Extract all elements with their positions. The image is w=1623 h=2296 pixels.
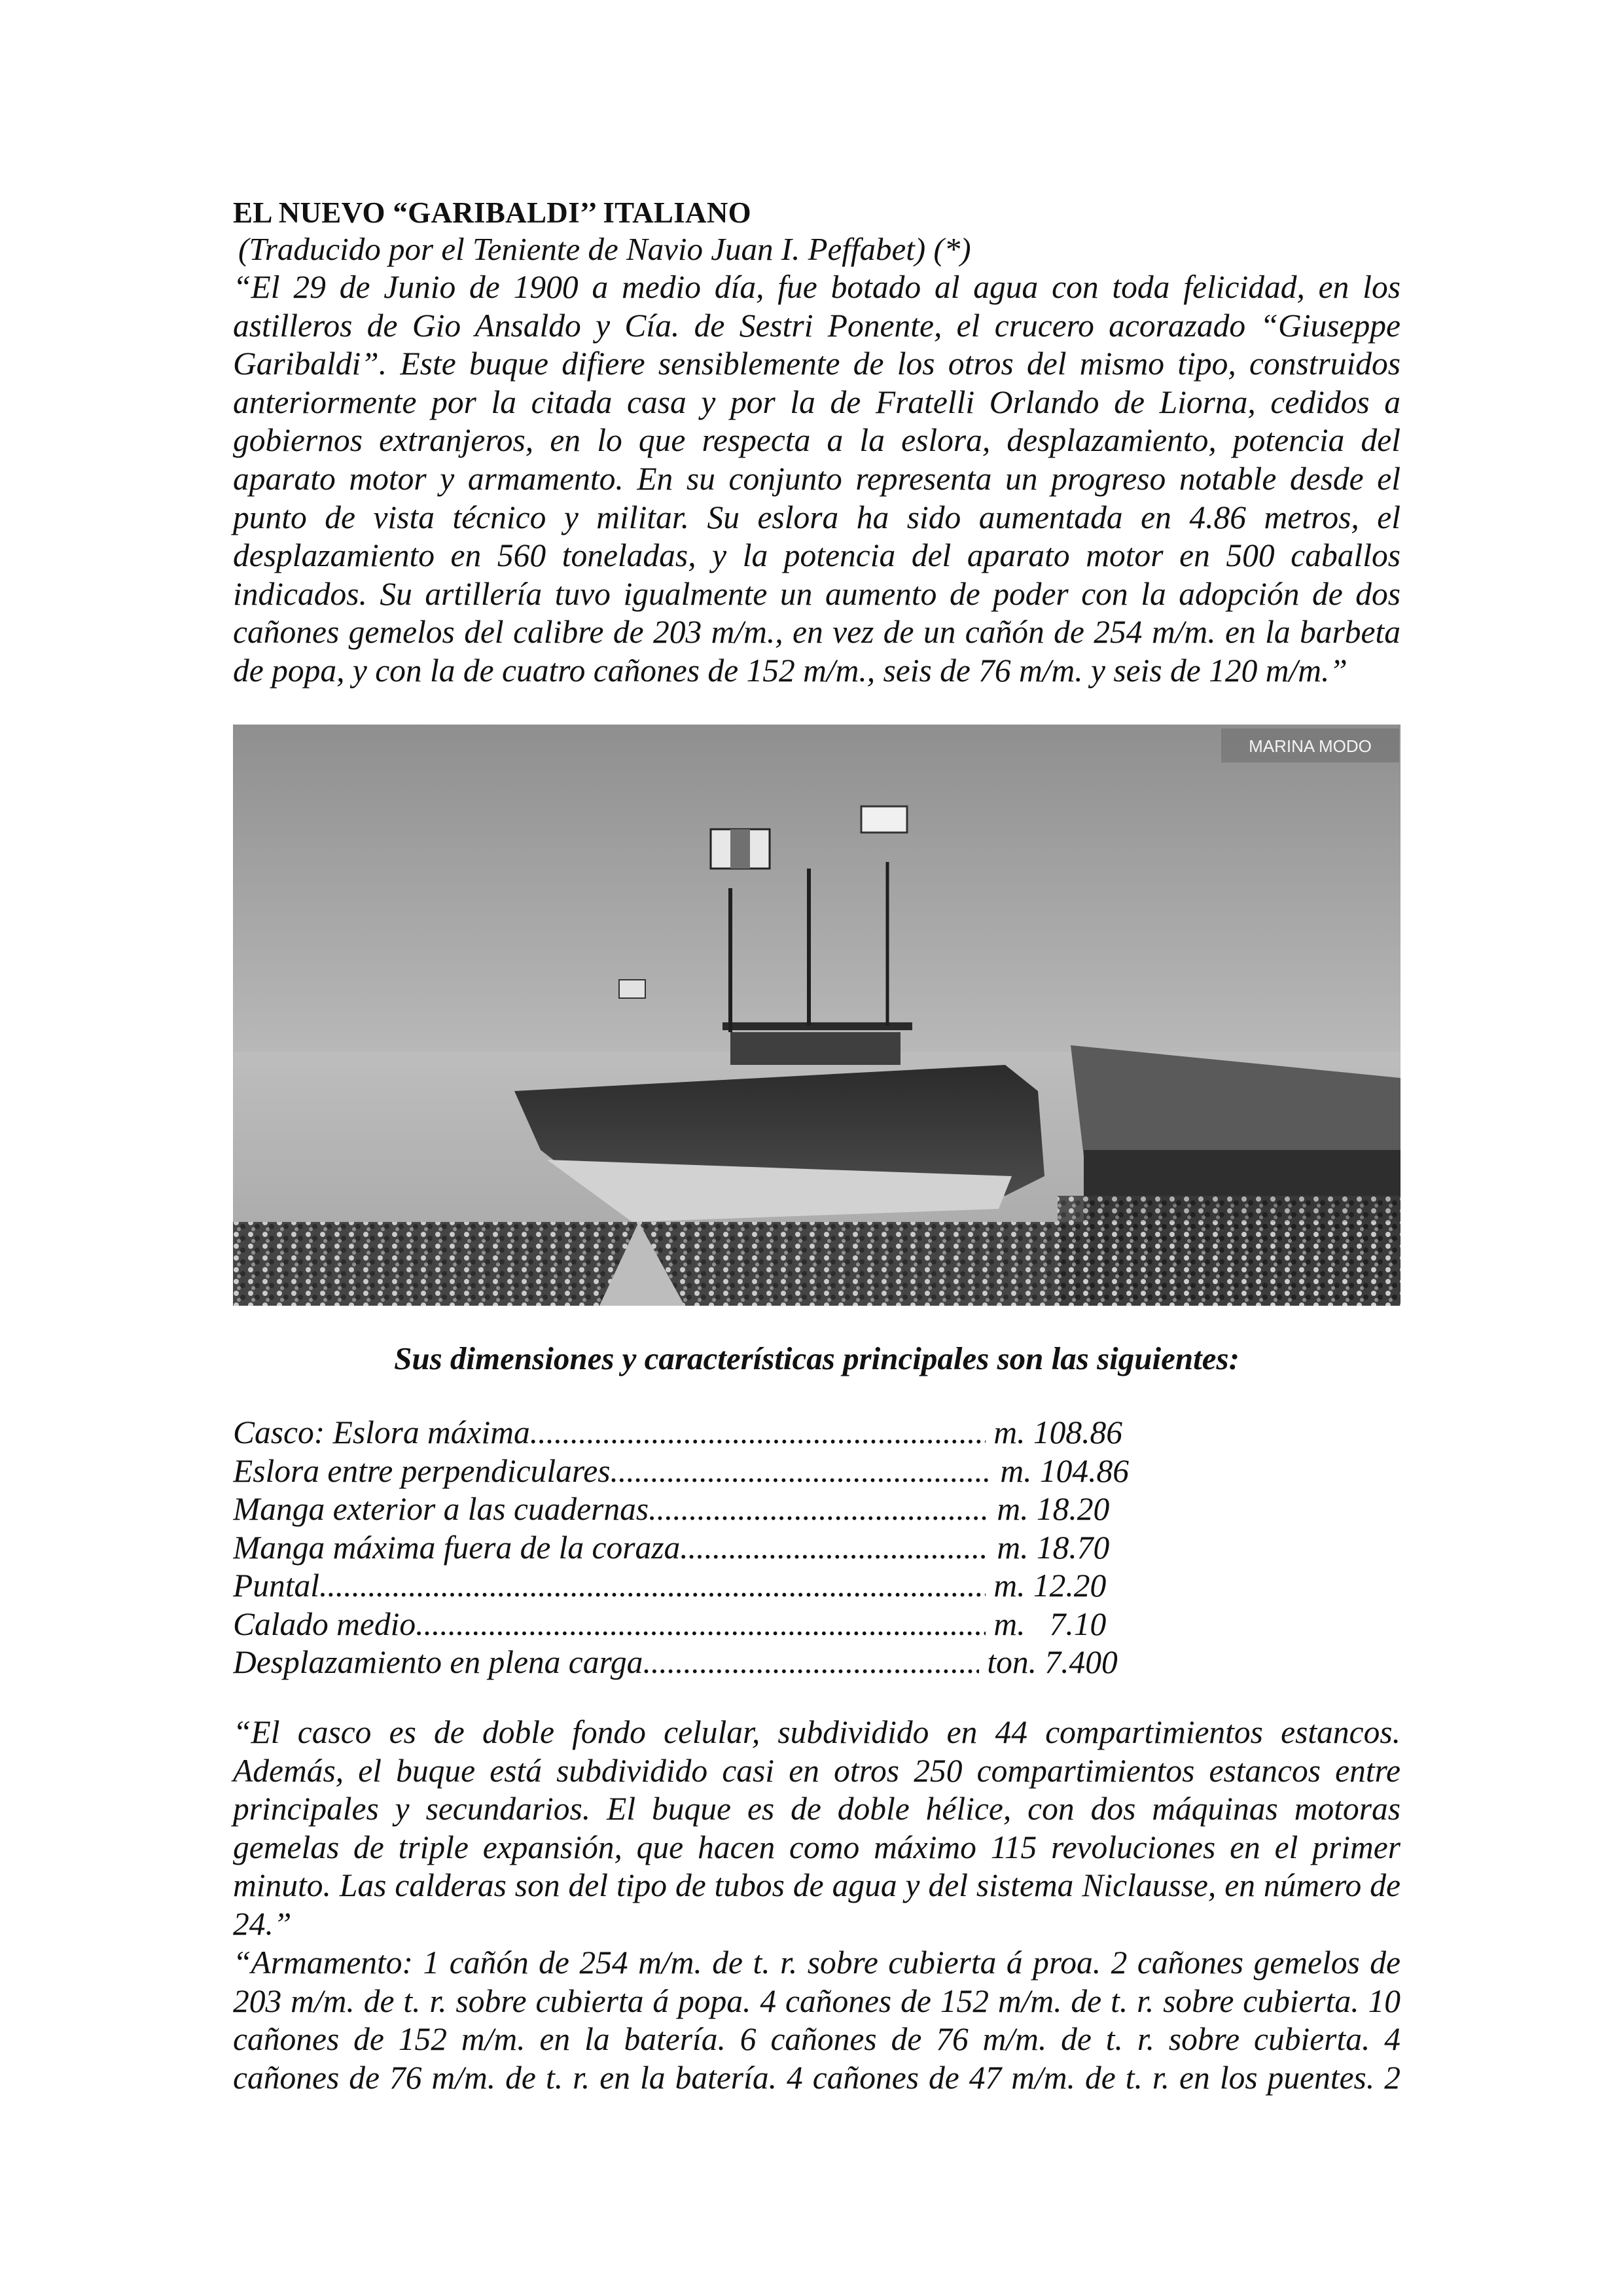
spec-value: ton. 7.400 bbox=[979, 1644, 1118, 1680]
spec-row bbox=[233, 1567, 1400, 1605]
spec-value: m. 104.86 bbox=[992, 1452, 1129, 1489]
spec-row bbox=[233, 1529, 1400, 1568]
spec-value: m. 18.20 bbox=[989, 1491, 1110, 1527]
intro-paragraph: “El 29 de Junio de 1900 a medio día, fue botado al agua con toda felicidad, en los astilleros de Gio Ansaldo y Cía. de Sestri Ponente, el crucero acorazado “Giuseppe Garibaldi”. Este buque difiere sensiblemente de los otros del mismo tipo, construidos anteriormente por la citada casa y por la de Fratelli Orlando de Liorna, cedidos a gobiernos extranjeros, en lo que respecta a la eslora, desplazamiento, potencia del aparato motor y armamento. En su conjunto representa un progreso notable desde el punto de vista técnico y militar. Su eslora ha sido aumentada en 4.86 metros, el desplazamiento en 560 toneladas, y la potencia del aparato motor en 500 caballos indicados. Su artillería tuvo igualmente un aumento de poder con la adopción de dos cañones gemelos del calibre de 203 m/m., en vez de un cañón de 254 m/m. en la barbeta de popa, y con la de cuatro cañones de 152 m/m., seis de 76 m/m. y seis de 120 m/m.” bbox=[233, 269, 1400, 689]
spec-label: Manga exterior a las cuadernas ..... bbox=[233, 1490, 989, 1529]
spec-label: Casco: Eslora máxima ..... bbox=[233, 1414, 986, 1452]
spec-label: Eslora entre perpendiculares ..... bbox=[233, 1452, 992, 1491]
italian-flag-band bbox=[730, 829, 750, 869]
spec-row bbox=[233, 1452, 1400, 1491]
ship-launch-photo bbox=[233, 725, 1400, 1306]
armament-paragraph: “Armamento: 1 cañón de 254 m/m. de t. r. sobre cubierta á proa. 2 cañones gemelos de 203 m/m. de t. r. sobre cubierta á popa. 4 cañones de 152 m/m. de t. r. sobre cubierta. 10 cañones de 152 m/m. en la batería. 6 cañones de 76 m/m. de t. r. sobre cubierta. 4 cañones de 76 m/m. de t. r. en la batería. 4 cañones de 47 m/m. de t. r. en los puentes. 2 bbox=[233, 1945, 1400, 2096]
spec-label: Desplazamiento en plena carga ..... bbox=[233, 1643, 979, 1682]
spec-row bbox=[233, 1414, 1400, 1452]
bridge-deck bbox=[722, 1022, 912, 1030]
small-flag bbox=[619, 980, 645, 998]
spec-row bbox=[233, 1643, 1400, 1682]
spec-row bbox=[233, 1490, 1400, 1529]
article-title: EL NUEVO “GARIBALDI’’ ITALIANO bbox=[233, 196, 751, 229]
deck-structure bbox=[730, 1032, 901, 1065]
spec-label: Manga máxima fuera de la coraza ..... bbox=[233, 1529, 989, 1568]
specs-list bbox=[233, 1414, 1400, 1682]
pennant-flag bbox=[861, 806, 907, 833]
spec-value: m. 18.70 bbox=[989, 1529, 1110, 1566]
spec-label: Puntal ..... bbox=[233, 1567, 986, 1605]
specs-caption: Sus dimensiones y características principales son las siguientes: bbox=[394, 1340, 1240, 1376]
crowd-right bbox=[1058, 1196, 1400, 1306]
watermark-text: MARINA MODO bbox=[1249, 736, 1372, 756]
spec-value: m. 108.86 bbox=[986, 1414, 1122, 1450]
spec-value: m. 12.20 bbox=[986, 1568, 1107, 1604]
spec-value: m. 7.10 bbox=[986, 1605, 1107, 1642]
translator-note: (Traducido por el Teniente de Navio Juan I. Peffabet) (*) bbox=[238, 231, 971, 267]
hull-paragraph: “El casco es de doble fondo celular, subdividido en 44 compartimientos estancos. Además, el buque está subdividido casi en otros 250 compartimientos estancos entre principales y secundarios. El buque es de doble hélice, con dos máquinas motoras gemelas de triple expansión, que hacen como máximo 115 revoluciones en el primer minuto. Las calderas son del tipo de tubos de agua y del sistema Niclausse, en número de 24.” bbox=[233, 1714, 1400, 1942]
spec-row bbox=[233, 1605, 1400, 1644]
spec-label: Calado medio ..... bbox=[233, 1605, 986, 1644]
